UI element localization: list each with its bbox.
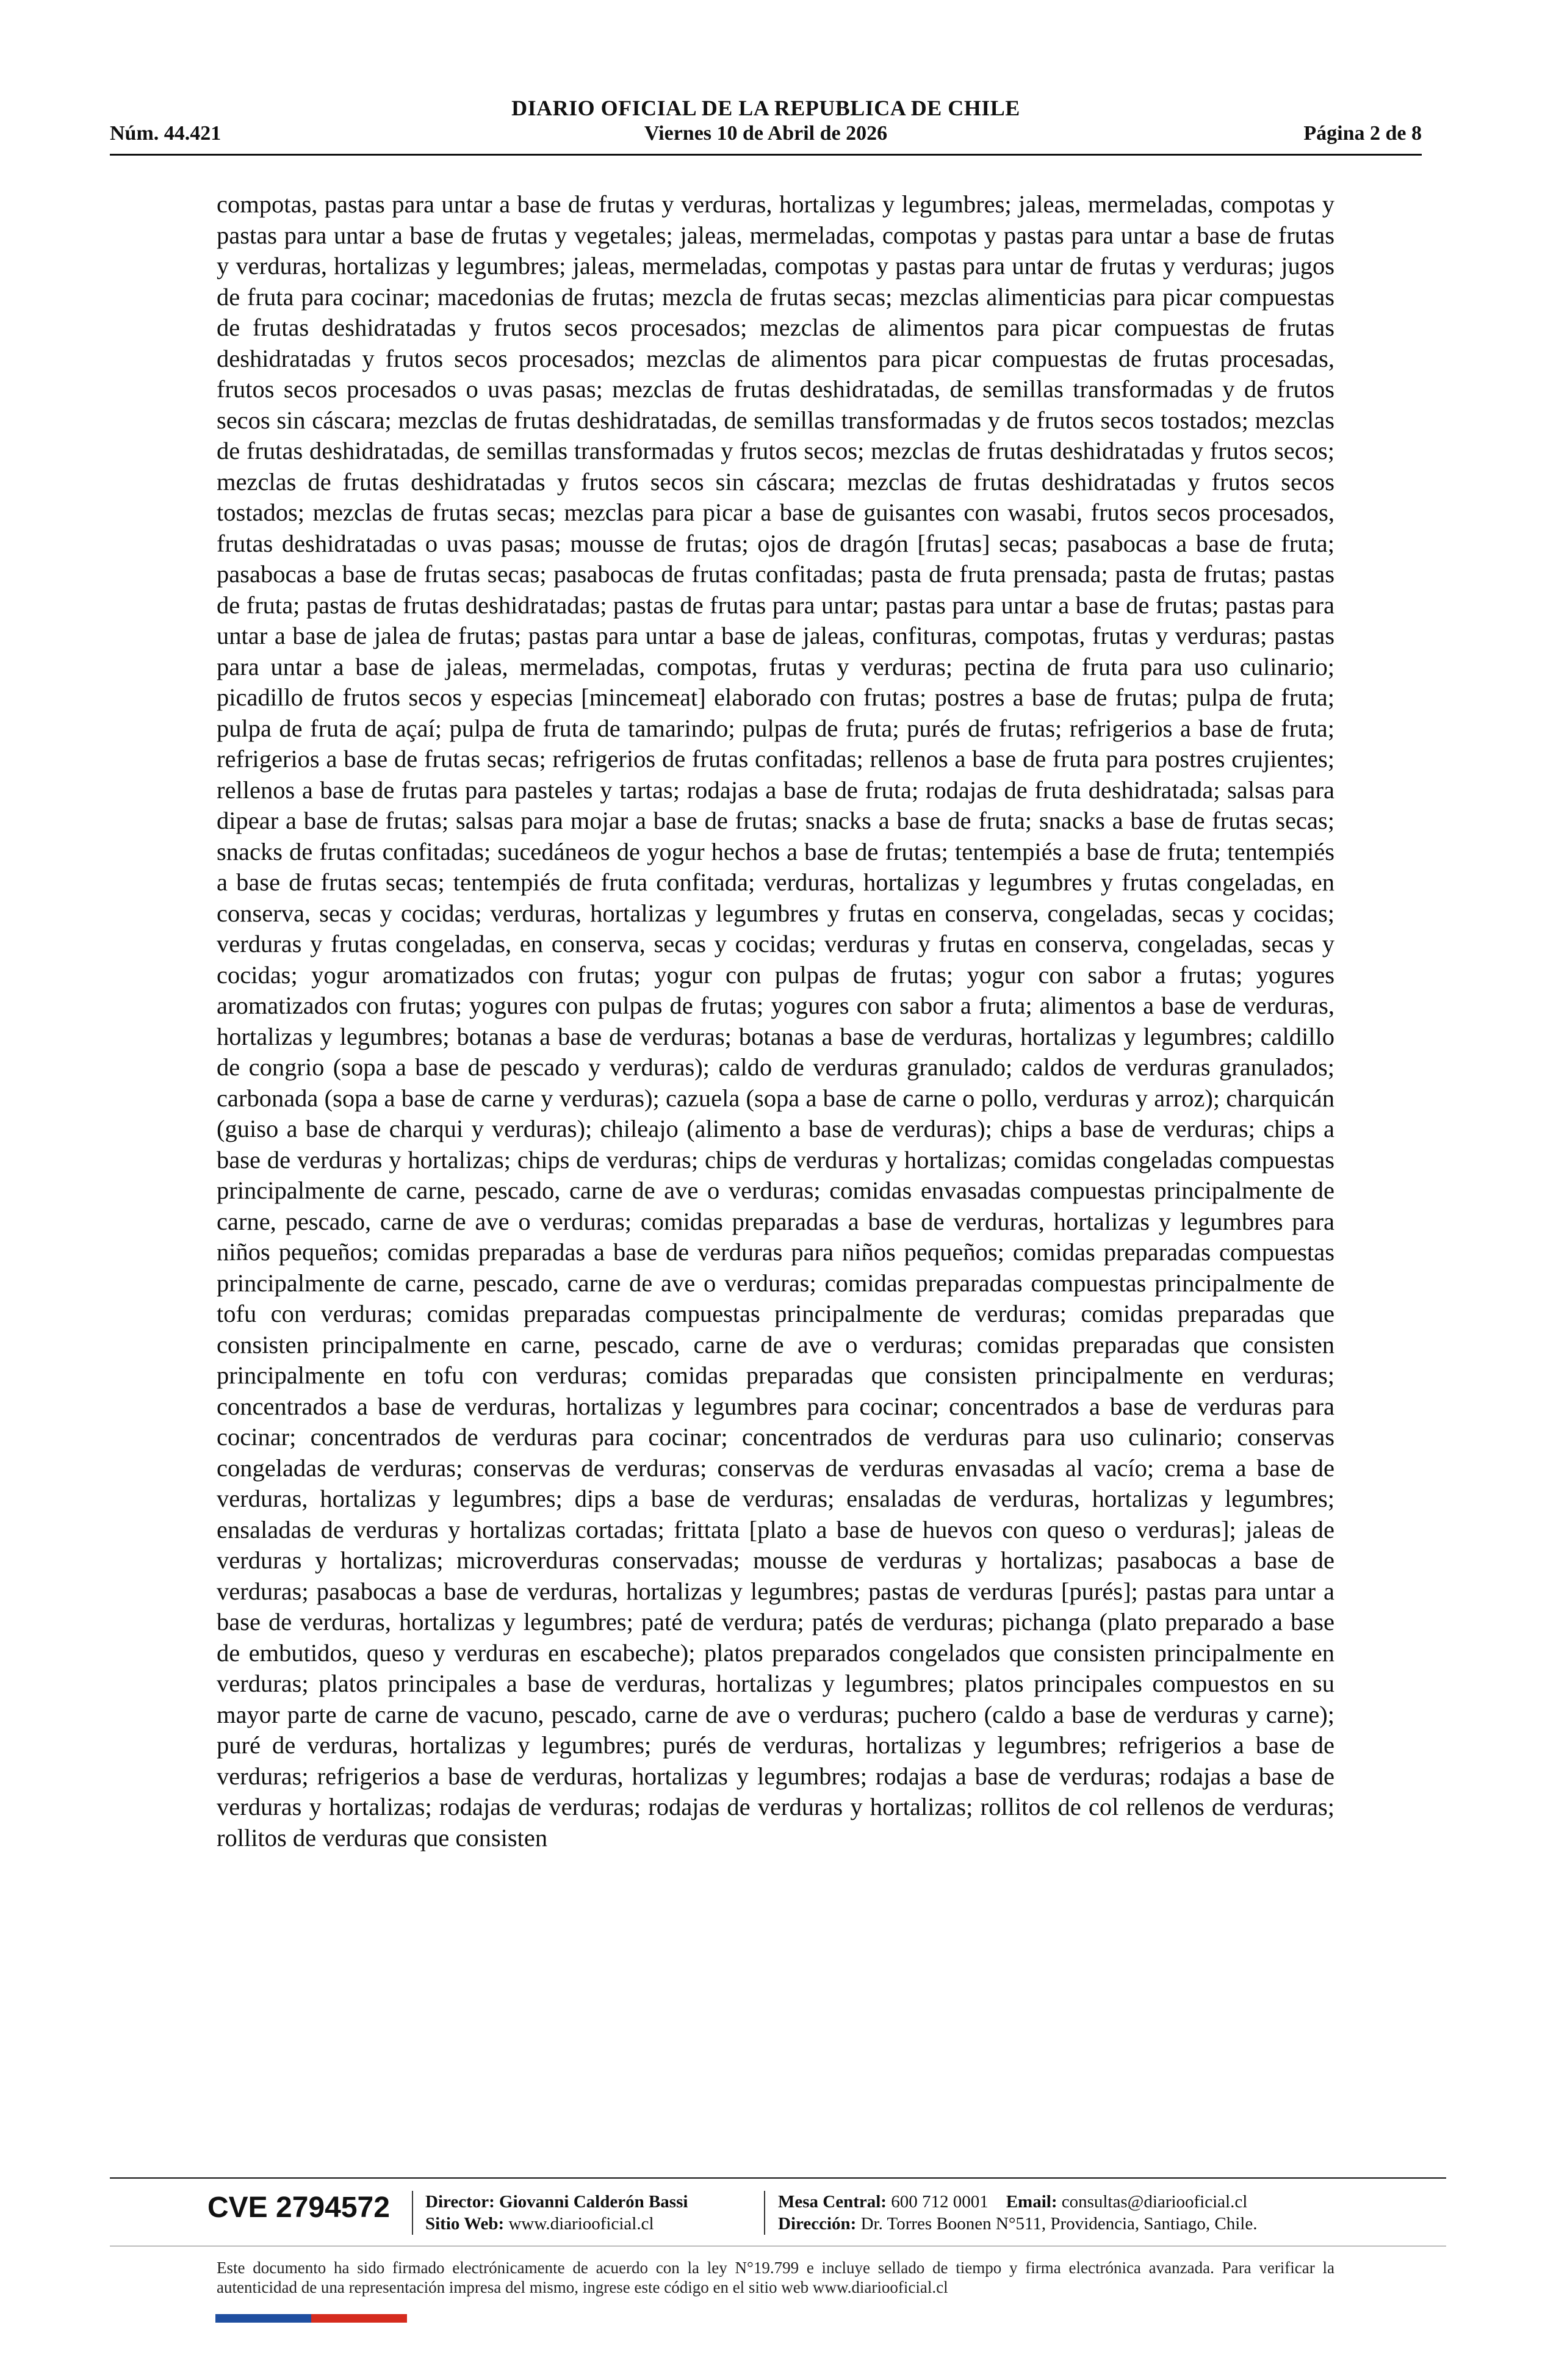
flag-blue-segment — [215, 2314, 311, 2323]
phone-label: Mesa Central: — [778, 2192, 887, 2212]
flag-red-segment — [311, 2314, 407, 2323]
email-link[interactable]: consultas@diariooficial.cl — [1061, 2192, 1248, 2212]
issue-number: Núm. 44.421 — [110, 122, 222, 145]
chile-flag-stripe — [215, 2314, 408, 2323]
website-label: Sitio Web: — [425, 2214, 505, 2234]
address-value: Dr. Torres Boonen N°511, Providencia, Santiago, Chile. — [860, 2214, 1258, 2234]
issue-date: Viernes 10 de Abril de 2026 — [644, 122, 888, 145]
address-label: Dirección: — [778, 2214, 857, 2234]
footer-divider-top — [110, 2177, 1446, 2179]
body-paragraph: compotas, pastas para untar a base de frutas y verduras, hortalizas y legumbres; jaleas, mermeladas, compotas y pastas para untar a base de frutas y vegetales; jaleas, mermeladas, compotas y pastas para untar a base de frutas y verduras, hortalizas y legumbres; jaleas, mermeladas, compotas y pastas para untar de frutas y verduras; jugos de fruta para cocinar; macedonias de frutas; mezcla de frutas secas; mezclas alimenticias para picar compuestas de frutas deshidratadas y frutos secos procesados; mezclas de alimentos para picar compuestas de frutas deshidratadas y frutos secos procesados; mezclas de alimentos para picar compuestas de frutas procesadas, frutos secos procesados o uvas pasas; mezclas de frutas deshidratadas, de semillas transformadas y de frutos secos sin cáscara; mezclas de frutas deshidratadas, de semillas transformadas y de frutos secos tostados; mezclas de frutas deshidratadas, de semillas transformadas y frutos secos; mezclas de frutas deshidratadas y frutos secos; mezclas de frutas deshidratadas y frutos secos sin cáscara; mezclas de frutas deshidratadas y frutos secos tostados; mezclas de frutas secas; mezclas para picar a base de guisantes con wasabi, frutos secos procesados, frutas deshidratadas o uvas pasas; mousse de frutas; ojos de dragón [frutas] secas; pasabocas a base de fruta; pasabocas a base de frutas secas; pasabocas de frutas confitadas; pasta de fruta prensada; pasta de frutas; pastas de fruta; pastas de frutas deshidratadas; pastas de frutas para untar; pastas para untar a base de frutas; pastas para untar a base de jalea de frutas; pastas para untar a base de jaleas, confituras, compotas, frutas y verduras; pastas para untar a base de jaleas, mermeladas, compotas, frutas y verduras; pectina de fruta para uso culinario; picadillo de frutos secos y especias [mincemeat] elaborado con frutas; postres a base de frutas; pulpa de fruta; pulpa de fruta de açaí; pulpa de fruta de tamarindo; pulpas de fruta; purés de frutas; refrigerios a base de fruta; refrigerios a base de frutas secas; refrigerios de frutas confitadas; rellenos a base de fruta para postres crujientes; rellenos a base de frutas para pasteles y tartas; rodajas a base de fruta; rodajas de fruta deshidratada; salsas para dipear a base de frutas; salsas para mojar a base de frutas; snacks a base de fruta; snacks a base de frutas secas; snacks de frutas confitadas; sucedáneos de yogur hechos a base de frutas; tentempiés a base de fruta; tentempiés a base de frutas secas; tentempiés de fruta confitada; verduras, hortalizas y legumbres y frutas congeladas, en conserva, secas y cocidas; verduras, hortalizas y legumbres y frutas en conserva, congeladas, secas y cocidas; verduras y frutas congeladas, en conserva, secas y cocidas; verduras y frutas en conserva, congeladas, secas y cocidas; yogur aromatizados con frutas; yogur con pulpas de frutas; yogur con sabor a frutas; yogures aromatizados con frutas; yogures con pulpas de frutas; yogures con sabor a fruta; alimentos a base de verduras, hortalizas y legumbres; botanas a base de verduras; botanas a base de verduras, hortalizas y legumbres; caldillo de congrio (sopa a base de pescado y verduras); caldo de verduras granulado; caldos de verduras granulados; carbonada (sopa a base de carne y verduras); cazuela (sopa a base de carne o pollo, verduras y arroz); charquicán (guiso a base de charqui y verduras); chileajo (alimento a base de verduras); chips a base de verduras; chips a base de verduras y hortalizas; chips de verduras; chips de verduras y hortalizas; comidas congeladas compuestas principalmente de carne, pescado, carne de ave o verduras; comidas envasadas compuestas principalmente de carne, pescado, carne de ave o verduras; comidas preparadas a base de verduras, hortalizas y legumbres para niños pequeños; comidas preparadas a base de verduras para niños pequeños; comidas preparadas compuestas principalmente de carne, pescado, carne de ave o verduras; comidas preparadas compuestas principalmente de tofu con verduras; comidas preparadas compuestas principalmente de verduras; comidas preparadas que consisten principalmente en carne, pescado, carne de ave o verduras; comidas preparadas que consisten principalmente en tofu con verduras; comidas preparadas que consisten principalmente en verduras; concentrados a base de verduras, hortalizas y legumbres para cocinar; concentrados a base de verduras para cocinar; concentrados de verduras para cocinar; concentrados de verduras para uso culinario; conservas congeladas de verduras; conservas de verduras; conservas de verduras envasadas al vacío; crema a base de verduras, hortalizas y legumbres; dips a base de verduras; ensaladas de verduras, hortalizas y legumbres; ensaladas de verduras y hortalizas cortadas; frittata [plato a base de huevos con queso o verduras]; jaleas de verduras y hortalizas; microverduras conservadas; mousse de verduras y hortalizas; pasabocas a base de verduras; pasabocas a base de verduras, hortalizas y legumbres; pastas de verduras [purés]; pastas para untar a base de verduras, hortalizas y legumbres; paté de verdura; patés de verduras; pichanga (plato preparado a base de embutidos, queso y verduras en escabeche); platos preparados congelados que consisten principalmente en verduras; platos principales a base de verduras, hortalizas y legumbres; platos principales compuestos en su mayor parte de carne de vacuno, pescado, carne de ave o verduras; puchero (caldo a base de verduras y carne); puré de verduras, hortalizas y legumbres; purés de verduras, hortalizas y legumbres; refrigerios a base de verduras; refrigerios a base de verduras, hortalizas y legumbres; rodajas a base de verduras; rodajas a base de verduras y hortalizas; rodajas de verduras; rodajas de verduras y hortalizas; rollitos de col rellenos de verduras; rollitos de verduras que consisten — [217, 190, 1334, 1852]
cve-code: CVE 2794572 — [207, 2191, 390, 2224]
footer-contact-block — [778, 2191, 1257, 2235]
director-name: Giovanni Calderón Bassi — [499, 2192, 688, 2212]
publication-title: DIARIO OFICIAL DE LA REPUBLICA DE CHILE — [511, 96, 1020, 120]
header-divider — [110, 154, 1422, 156]
footer-separator — [412, 2191, 413, 2235]
legal-notice: Este documento ha sido firmado electrónicamente de acuerdo con la ley N°19.799 e incluye sellado de tiempo y firma electrónica avanzada. Para verificar la autenticidad de una representación impresa del mismo, ingrese este código en el sitio web www.diariooficial.cl — [217, 2259, 1334, 2296]
website-link[interactable]: www.diariooficial.cl — [508, 2214, 654, 2234]
director-label: Director: — [425, 2192, 495, 2212]
email-label: Email: — [1006, 2192, 1057, 2212]
page-indicator: Página 2 de 8 — [1303, 122, 1422, 145]
page-header — [110, 92, 1422, 153]
phone-value: 600 712 0001 — [891, 2192, 989, 2212]
footer-separator — [764, 2191, 765, 2235]
footer-director-block — [425, 2191, 688, 2235]
